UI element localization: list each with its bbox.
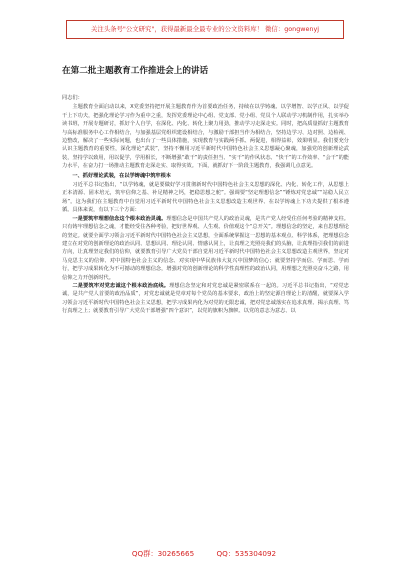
- paragraph-point2: [62, 282, 349, 316]
- page-footer: [0, 549, 408, 559]
- document-title: 在第二批主题教育工作推进会上的讲话: [62, 66, 209, 76]
- point1-lead: 一是要筑牢理想信念这个根本政治灵魂。: [72, 215, 167, 222]
- header-banner: 关注头条号"公文研究"，获得最新最全最专业的公文资料库！ 微信：gongwenyj: [66, 20, 344, 39]
- footer-qq-group: QQ群：30265665: [131, 549, 195, 558]
- document-body: [62, 94, 349, 546]
- paragraph-intro: 主题教育全面启动以来，X党委坚持把开展主题教育作为首要政治任务，持续在以学铸魂、以学增智、以学正风、以学促干上下功夫，把强化理论学习作为重中之重，发挥党委理论中心组、党支部、党小组、党员个人联动学习机制作用，扎实举办读书班，开展专题研讨，抓好个人自学，在深化、内化、转化上聚力用劲，推动学习走深走实。同时，把高质量抓好主题教育与高标准服务中心工作相结合，与加强基层党组织建设相结合，与激励干部担当作为相结合，坚持边学习、边对照、边检视、边整改，解决了一些实际问题，也出台了一些具体措施，实现教育与实践两手抓、两促进，相得益彰，效果明显。我们要充分认识主题教育的重要性，深化理论“武装”，坚持不懈用习近平新时代中国特色社会主义思想凝心聚魂，加强党的创新理论武装，坚持学以致用，用以促学，学用相长，不断增强“敢干”的责任担当、“实干”的作风状态、“快干”的工作效率、“会干”的能力水平，在奋力打一场推动主题教育走深走实、取得实效。下面，就抓好下一阶段主题教育，我强调几点意见。: [62, 104, 349, 170]
- salutation: 同志们：: [62, 95, 83, 101]
- point2-text: 理想信念坚定和对党忠诚是紧密联系在一起的。习近平总书记指出，“对党忠诚，是共产党人首要的政治品质”，对党忠诚就是党章对每个党员的基本要求，政治上的坚定源自理论上的清醒，就要深入学习领会习近平新时代中国特色社会主义思想，把学习成果内化为对党的无限忠诚，把对党忠诚落实在追求真理、揭示真理、笃行真理之上；就要教育引导广大党员干部增强“四个意识”，以党的旗帜为旗帜、以党的意志为意志、以: [62, 282, 349, 315]
- paragraph-section1-intro: 习近平总书记指出，“以学铸魂，就是要做好学习贯彻新时代中国特色社会主义思想的深化、内化、转化工作，从思想上正本清源、固本培元，筑牢信仰之基、补足精神之钙，把稳思想之舵”。强调要“坚定理想信念”“锤炼对党忠诚”“站稳人民立场”。这为我们在主题教育中自觉用习近平新时代中国特色社会主义思想改造主观世界、在以学铸魂上下功夫提供了根本遵循。具体来说，有以下三个方面：: [62, 182, 349, 214]
- footer-qq: QQ：535304092: [216, 549, 277, 558]
- point1-text: 理想信念是中国共产党人的政治灵魂，是共产党人经受住任何考验的精神支柱。只有铸牢理想信念之魂，才能经受住各种考验，把好世界观、人生观、价值观这个“总开关”。理想信念的坚定，来自思想理论的坚定。就要全面学习领会习近平新时代中国特色社会主义思想，全面系统掌握这一思想的基本观点、科学体系，把理想信念建立在对党的创新理论的政治认同、思想认同、理论认同、情感认同上，让真理之光照亮我们的头脑，让真理指引我们的前进方向，让真理坚定我们的信仰，就要教育引导广大党员干部自觉用习近平新时代中国特色社会主义思想改造主观世界，坚定对马克思主义的信仰、对中国特色社会主义的信念、对实现中华民族伟大复兴中国梦的信心；就要坚持学而信、学而思、学而行，把学习成果转化为不可撼动的理想信念，增强对党的创新理论的科学性真理性的政治认同，用理想之光照亮奋斗之路，用信仰之力开创新时代。: [62, 215, 349, 281]
- section-heading-1: 一、抓好理论武装，在以学铸魂中筑牢根本: [72, 172, 171, 179]
- paragraph-point1: [62, 215, 349, 282]
- point2-lead: 二是要筑牢对党忠诚这个根本政治底线。: [72, 282, 170, 289]
